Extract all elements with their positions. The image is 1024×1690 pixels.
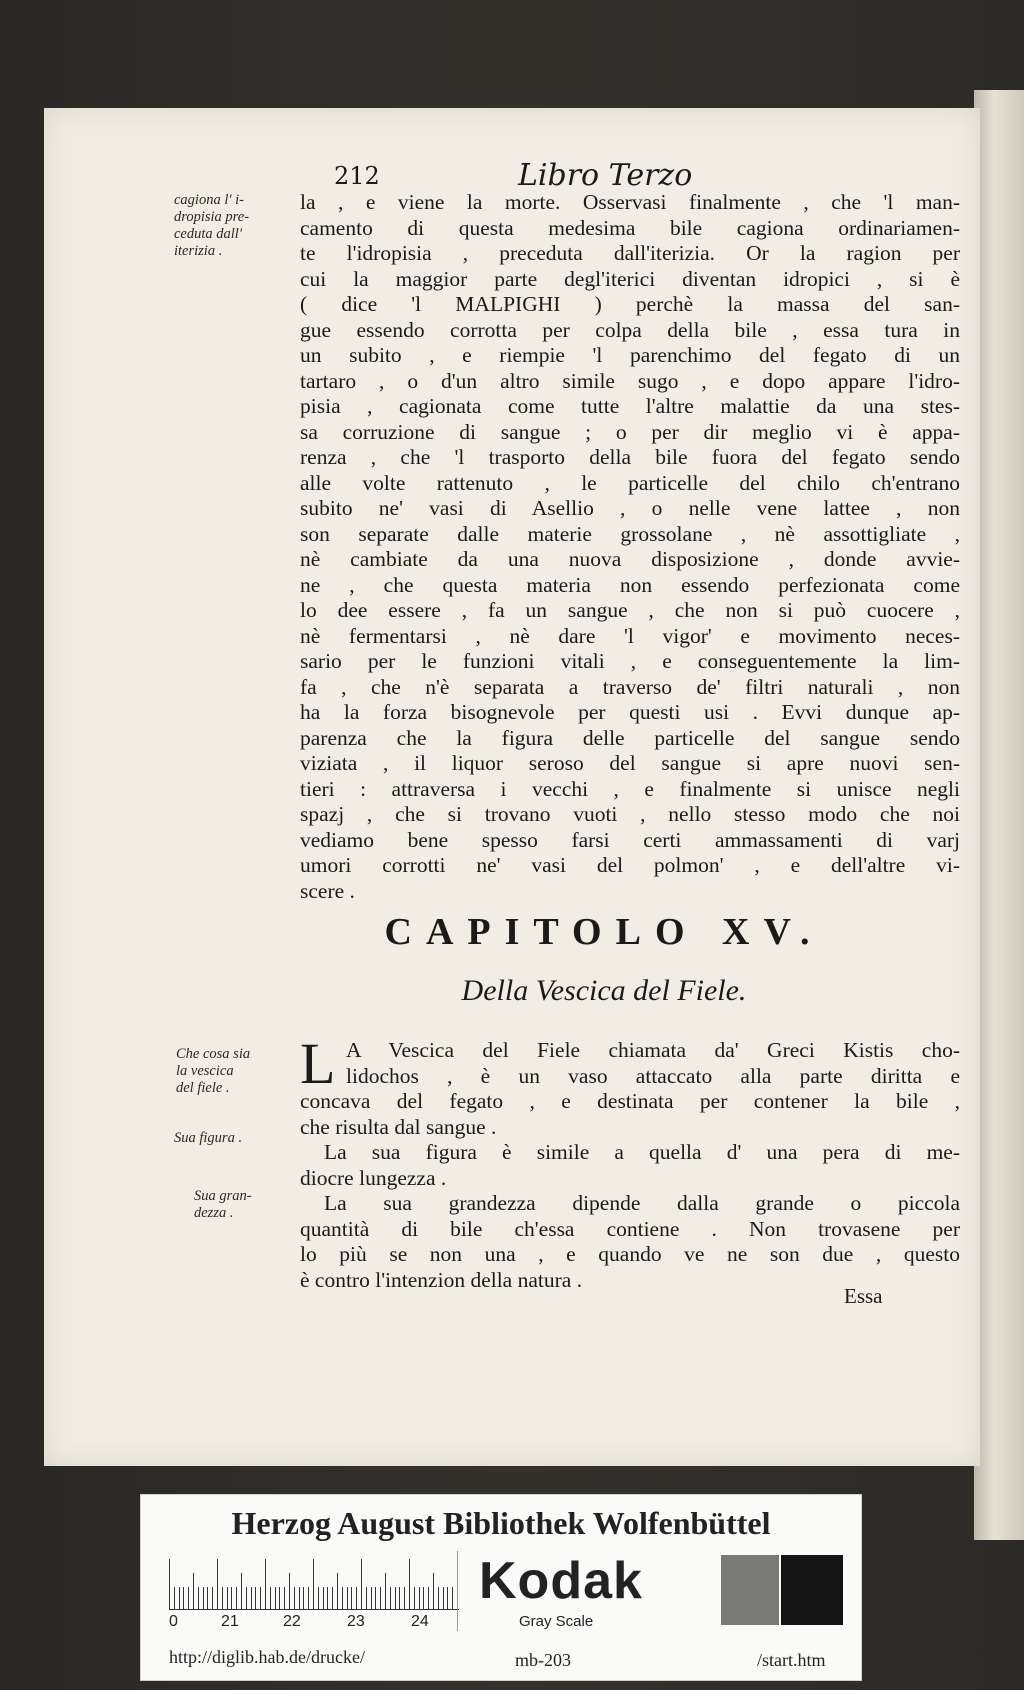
- scale-tick: [279, 1587, 280, 1609]
- body-text-section2: [300, 1031, 960, 1293]
- scale-tick: [255, 1587, 256, 1609]
- scale-tick: [423, 1587, 424, 1609]
- scale-tick: [433, 1573, 434, 1609]
- library-name: Herzog August Bibliothek Wolfenbüttel: [231, 1505, 771, 1541]
- text-line: fa , che n'è separata a traverso de' filtri naturali , non: [300, 674, 960, 699]
- margin-line: dropisia pre-: [174, 209, 250, 225]
- scale-number: 23: [347, 1613, 365, 1630]
- margin-note-vescica: [176, 1046, 250, 1097]
- text-line: alle volte rattenuto , le particelle del chilo ch'entrano: [300, 470, 960, 495]
- scale-tick: [443, 1587, 444, 1609]
- margin-note-figura: [174, 1130, 242, 1147]
- scale-tick: [270, 1587, 271, 1609]
- page-header: [44, 158, 980, 194]
- text-line: gue essendo corrotta per colpa della bile , essa tura in: [300, 317, 960, 342]
- scale-tick: [251, 1587, 252, 1609]
- text-line: vediamo bene spesso farsi certi ammassamenti di varj: [300, 827, 960, 852]
- scale-tick: [318, 1587, 319, 1609]
- scale-tick: [414, 1587, 415, 1609]
- page-number: 212: [334, 162, 380, 190]
- scale-tick: [356, 1587, 357, 1609]
- scale-tick: [409, 1559, 410, 1609]
- scale-tick: [332, 1587, 333, 1609]
- scale-tick: [419, 1587, 420, 1609]
- text-line: ha la forza bisognevole per questi usi . Evvi dunque ap-: [300, 700, 960, 724]
- chapter-subtitle: Della Vescica del Fiele.: [461, 974, 747, 1007]
- text-line: quantità di bile ch'essa contiene . Non trovasene per: [300, 1216, 960, 1241]
- text-line: lo dee essere , fa un sangue , che non si può cuocere ,: [300, 598, 960, 622]
- scale-tick: [294, 1587, 295, 1609]
- scale-tick: [289, 1573, 290, 1609]
- margin-line: la vescica: [176, 1063, 234, 1079]
- margin-line: ceduta dall': [174, 226, 242, 242]
- scale-tick: [169, 1559, 170, 1609]
- text-line: un subito , e riempie 'l parenchimo del fegato di un: [300, 343, 960, 367]
- scale-number: 21: [221, 1613, 239, 1630]
- text-line: te l'idropisia , preceduta dall'iterizia. Or la ragion per: [300, 241, 960, 265]
- scale-tick: [193, 1573, 194, 1609]
- text-line: concava del fegato , e destinata per contener la bile ,: [300, 1089, 960, 1113]
- margin-line: Sua gran-: [194, 1188, 252, 1204]
- scale-tick: [390, 1587, 391, 1609]
- scale-tick: [207, 1587, 208, 1609]
- margin-line: dezza .: [194, 1205, 234, 1221]
- scale-tick: [361, 1559, 362, 1609]
- text-line: camento di questa medesima bile cagiona ordinariamen-: [300, 215, 960, 240]
- text-line: diocre lungezza .: [300, 1165, 447, 1190]
- scale-tick: [198, 1587, 199, 1609]
- scale-tick: [438, 1587, 439, 1609]
- text-line: la , e viene la morte. Osservasi finalmente , che 'l man-: [300, 190, 960, 214]
- scale-tick: [265, 1559, 266, 1609]
- scale-tick: [327, 1587, 328, 1609]
- drop-cap: L: [300, 1031, 336, 1096]
- catchword: Essa: [844, 1284, 883, 1308]
- scale-tick: [342, 1587, 343, 1609]
- scale-tick: [212, 1587, 213, 1609]
- scale-tick: [399, 1587, 400, 1609]
- text-line: ne , che questa materia non essendo perfezionata come: [300, 572, 960, 597]
- margin-note-grandezza: [194, 1188, 252, 1222]
- scale-tick: [447, 1587, 448, 1609]
- text-line: renza , che 'l trasporto della bile fuora del fegato sendo: [300, 445, 960, 469]
- scale-tick: [231, 1587, 232, 1609]
- scale-tick: [371, 1587, 372, 1609]
- scale-tick: [222, 1587, 223, 1609]
- text-line: tartaro , o d'un altro simile sugo , e dopo appare l'idro-: [300, 368, 960, 393]
- book-spine-edge: [974, 90, 1024, 1540]
- gray-patch-dark: [781, 1555, 843, 1625]
- text-line: subito ne' vasi di Asellio , o nelle vene lattee , non: [300, 496, 960, 520]
- scale-tick: [323, 1587, 324, 1609]
- scale-tick: [284, 1587, 285, 1609]
- scale-tick: [299, 1587, 300, 1609]
- text-line: A Vescica del Fiele chiamata da' Greci Kistis cho-: [346, 1038, 960, 1062]
- scale-tick: [395, 1587, 396, 1609]
- margin-line: iterizia .: [174, 243, 223, 259]
- scale-tick: [183, 1587, 184, 1609]
- margin-line: del fiele .: [176, 1080, 230, 1096]
- text-line: parenza che la figura delle particelle del sangue sendo: [300, 725, 960, 750]
- measure-scale: [169, 1555, 459, 1610]
- url-base[interactable]: http://diglib.hab.de/drucke/: [169, 1647, 365, 1667]
- scale-number: 22: [283, 1613, 301, 1630]
- text-line: che risulta dal sangue .: [300, 1114, 497, 1139]
- scale-tick: [217, 1559, 218, 1609]
- text-line: umori corrotti ne' vasi del polmon' , e dell'altre vi-: [300, 853, 960, 877]
- text-line: nè cambiate da una nuova disposizione , donde avvie-: [300, 547, 960, 571]
- scale-tick: [227, 1587, 228, 1609]
- url-id[interactable]: mb-203: [515, 1650, 571, 1670]
- label-divider: [457, 1551, 458, 1631]
- scale-tick: [313, 1559, 314, 1609]
- scale-tick: [366, 1587, 367, 1609]
- scale-tick: [275, 1587, 276, 1609]
- scale-tick: [347, 1587, 348, 1609]
- scale-tick: [375, 1587, 376, 1609]
- text-line: sa corruzione di sangue ; o per dir meglio vi è appa-: [300, 419, 960, 444]
- gray-patch-mid: [721, 1555, 779, 1625]
- scale-number: 24: [411, 1613, 429, 1630]
- text-line: viziata , il liquor seroso del sangue si apre nuovi sen-: [300, 751, 960, 775]
- text-line: cui la maggior parte degl'iterici diventan idropici , si è: [300, 266, 960, 291]
- scale-tick: [428, 1587, 429, 1609]
- scale-tick: [404, 1587, 405, 1609]
- text-line: tieri : attraversa i vecchi , e finalmente si unisce negli: [300, 776, 960, 801]
- library-label: [140, 1494, 862, 1681]
- text-line: ( dice 'l MALPIGHI ) perchè la massa del san-: [300, 292, 960, 316]
- text-line: lidochos , è un vaso attaccato alla parte diritta e: [346, 1063, 960, 1088]
- kodak-logo: Kodak: [479, 1552, 643, 1610]
- scale-tick: [179, 1587, 180, 1609]
- chapter-title: CAPITOLO XV.: [384, 911, 824, 953]
- scale-tick: [241, 1573, 242, 1609]
- scale-tick: [203, 1587, 204, 1609]
- scale-tick: [174, 1587, 175, 1609]
- scale-tick: [337, 1573, 338, 1609]
- margin-line: cagiona l' i-: [174, 192, 244, 208]
- scale-tick: [188, 1587, 189, 1609]
- scale-tick: [303, 1587, 304, 1609]
- scale-tick: [308, 1587, 309, 1609]
- running-head: Libro Terzo: [518, 158, 693, 193]
- text-line: è contro l'intenzion della natura .: [300, 1267, 583, 1292]
- text-line: nè fermentarsi , nè dare 'l vigor' e movimento neces-: [300, 623, 960, 648]
- book-page: [44, 108, 980, 1466]
- scale-tick: [380, 1587, 381, 1609]
- text-line: spazj , che si trovano vuoti , nello stesso modo che noi: [300, 802, 960, 826]
- margin-note-idropisia: [174, 192, 249, 260]
- scale-tick: [246, 1587, 247, 1609]
- scale-tick: [351, 1587, 352, 1609]
- margin-line: Che cosa sia: [176, 1046, 251, 1062]
- gray-scale-label: Gray Scale: [519, 1613, 594, 1630]
- text-line: sario per le funzioni vitali , e conseguentemente la lim-: [300, 649, 960, 673]
- text-line: son separate dalle materie grossolane , nè assottigliate ,: [300, 521, 960, 546]
- scale-tick: [260, 1587, 261, 1609]
- margin-line: Sua figura .: [174, 1130, 243, 1146]
- scale-tick: [236, 1587, 237, 1609]
- text-line: La sua figura è simile a quella d' una pera di me-: [324, 1140, 960, 1164]
- text-line: pisia , cagionata come tutte l'altre malattie da una stes-: [300, 394, 960, 418]
- body-text-section1: [300, 190, 960, 904]
- scale-tick: [385, 1573, 386, 1609]
- text-line: scere .: [300, 878, 355, 903]
- text-line: lo più se non una , e quando ve ne son due , questo: [300, 1242, 960, 1266]
- scale-number: 0: [169, 1613, 178, 1630]
- scale-numbers: [169, 1613, 469, 1635]
- scale-tick: [452, 1587, 453, 1609]
- url-suffix[interactable]: /start.htm: [757, 1650, 826, 1670]
- text-line: La sua grandezza dipende dalla grande o piccola: [324, 1191, 960, 1215]
